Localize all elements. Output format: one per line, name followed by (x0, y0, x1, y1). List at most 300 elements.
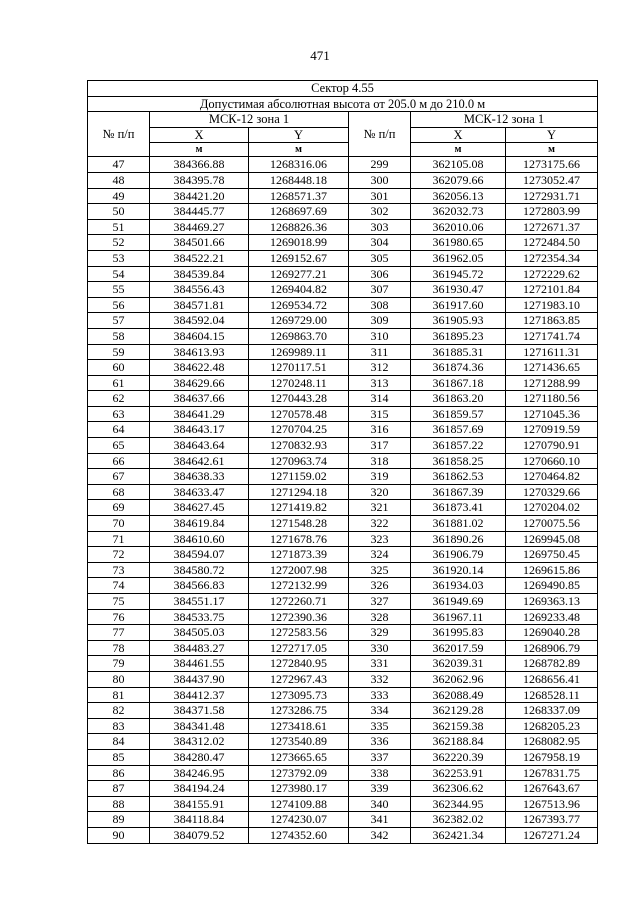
right-x-value: 362253.91 (411, 765, 506, 781)
right-point-number: 331 (349, 656, 411, 672)
sector-title: Сектор 4.55 (88, 81, 598, 97)
right-x-value: 361967.11 (411, 609, 506, 625)
right-point-number: 314 (349, 391, 411, 407)
left-point-number: 56 (88, 297, 150, 313)
right-y-value: 1268782.89 (506, 656, 598, 672)
table-row (88, 578, 598, 594)
left-y-value: 1273418.61 (249, 718, 349, 734)
left-point-number: 71 (88, 531, 150, 547)
right-y-value: 1271045.36 (506, 406, 598, 422)
right-x-value: 362159.38 (411, 718, 506, 734)
right-y-value: 1271180.56 (506, 391, 598, 407)
right-y-value: 1272484.50 (506, 235, 598, 251)
left-point-number: 66 (88, 453, 150, 469)
right-y-value: 1272931.71 (506, 188, 598, 204)
right-x-value: 362079.66 (411, 172, 506, 188)
left-x-value: 384445.77 (150, 204, 249, 220)
left-y-value: 1273540.89 (249, 734, 349, 750)
left-x-value: 384556.43 (150, 282, 249, 298)
table-row (88, 562, 598, 578)
right-y-value: 1269363.13 (506, 594, 598, 610)
table-row (88, 406, 598, 422)
table-row (88, 328, 598, 344)
coordinates-table-body (88, 157, 598, 843)
right-point-number: 315 (349, 406, 411, 422)
left-point-number: 50 (88, 204, 150, 220)
right-y-value: 1273175.66 (506, 157, 598, 173)
coordinates-table (87, 80, 598, 844)
right-y-header: Y (506, 127, 598, 143)
right-x-value: 361962.05 (411, 250, 506, 266)
left-y-value: 1272840.95 (249, 656, 349, 672)
right-y-value: 1267513.96 (506, 796, 598, 812)
left-y-unit: м (249, 143, 349, 157)
table-row (88, 250, 598, 266)
right-point-number: 321 (349, 500, 411, 516)
left-x-value: 384421.20 (150, 188, 249, 204)
table-row (88, 781, 598, 797)
left-x-value: 384622.48 (150, 360, 249, 376)
left-y-value: 1271419.82 (249, 500, 349, 516)
right-y-value: 1268082.95 (506, 734, 598, 750)
left-point-number: 49 (88, 188, 150, 204)
right-x-value: 362032.73 (411, 204, 506, 220)
left-x-value: 384412.37 (150, 687, 249, 703)
right-y-value: 1271983.10 (506, 297, 598, 313)
right-y-value: 1269750.45 (506, 547, 598, 563)
right-x-value: 361905.93 (411, 313, 506, 329)
left-point-number: 67 (88, 469, 150, 485)
left-point-number: 64 (88, 422, 150, 438)
left-point-number: 77 (88, 625, 150, 641)
table-row (88, 453, 598, 469)
left-point-number: 82 (88, 703, 150, 719)
right-x-unit: м (411, 143, 506, 157)
right-y-value: 1269945.08 (506, 531, 598, 547)
right-point-number: 318 (349, 453, 411, 469)
right-x-value: 362062.96 (411, 671, 506, 687)
right-y-value: 1267958.19 (506, 749, 598, 765)
left-y-value: 1268697.69 (249, 204, 349, 220)
left-y-value: 1271294.18 (249, 484, 349, 500)
left-point-number: 59 (88, 344, 150, 360)
right-y-value: 1268656.41 (506, 671, 598, 687)
table-row (88, 734, 598, 750)
right-x-value: 361881.02 (411, 516, 506, 532)
right-y-value: 1272354.34 (506, 250, 598, 266)
right-y-value: 1271611.31 (506, 344, 598, 360)
table-row (88, 422, 598, 438)
right-y-value: 1273052.47 (506, 172, 598, 188)
right-point-number: 320 (349, 484, 411, 500)
right-y-value: 1270329.66 (506, 484, 598, 500)
table-row (88, 172, 598, 188)
left-point-number: 88 (88, 796, 150, 812)
table-row (88, 671, 598, 687)
right-point-number: 330 (349, 640, 411, 656)
left-x-value: 384642.61 (150, 453, 249, 469)
table-row (88, 765, 598, 781)
table-row (88, 360, 598, 376)
right-point-number: 313 (349, 375, 411, 391)
left-point-number: 73 (88, 562, 150, 578)
right-x-header: X (411, 127, 506, 143)
right-x-value: 361980.65 (411, 235, 506, 251)
left-point-number: 89 (88, 812, 150, 828)
right-y-value: 1271863.85 (506, 313, 598, 329)
table-row (88, 188, 598, 204)
left-point-number: 86 (88, 765, 150, 781)
left-y-value: 1269534.72 (249, 297, 349, 313)
left-point-number: 55 (88, 282, 150, 298)
right-x-value: 362421.34 (411, 827, 506, 843)
left-point-number: 87 (88, 781, 150, 797)
right-point-number: 329 (349, 625, 411, 641)
left-x-value: 384592.04 (150, 313, 249, 329)
table-row (88, 703, 598, 719)
right-x-value: 362105.08 (411, 157, 506, 173)
right-point-number: 299 (349, 157, 411, 173)
table-row (88, 157, 598, 173)
left-point-number: 78 (88, 640, 150, 656)
table-row (88, 469, 598, 485)
left-point-number: 61 (88, 375, 150, 391)
right-y-value: 1272229.62 (506, 266, 598, 282)
left-x-value: 384629.66 (150, 375, 249, 391)
table-row (88, 547, 598, 563)
left-x-value: 384522.21 (150, 250, 249, 266)
left-x-unit: м (150, 143, 249, 157)
left-point-number: 57 (88, 313, 150, 329)
right-y-value: 1269615.86 (506, 562, 598, 578)
left-point-number: 54 (88, 266, 150, 282)
left-point-number: 60 (88, 360, 150, 376)
right-x-value: 361890.26 (411, 531, 506, 547)
left-x-value: 384312.02 (150, 734, 249, 750)
left-x-value: 384610.60 (150, 531, 249, 547)
left-y-value: 1270117.51 (249, 360, 349, 376)
left-y-value: 1269989.11 (249, 344, 349, 360)
right-point-number: 328 (349, 609, 411, 625)
right-x-value: 361874.36 (411, 360, 506, 376)
right-y-value: 1271436.65 (506, 360, 598, 376)
left-y-value: 1269729.00 (249, 313, 349, 329)
right-x-value: 362039.31 (411, 656, 506, 672)
table-row (88, 827, 598, 843)
left-point-number: 81 (88, 687, 150, 703)
left-y-value: 1272132.99 (249, 578, 349, 594)
right-x-value: 361857.22 (411, 438, 506, 454)
table-row (88, 749, 598, 765)
left-x-value: 384469.27 (150, 219, 249, 235)
height-range-subtitle: Допустимая абсолютная высота от 205.0 м до 210.0 м (88, 96, 598, 112)
left-y-value: 1271678.76 (249, 531, 349, 547)
right-point-number: 307 (349, 282, 411, 298)
right-point-number: 341 (349, 812, 411, 828)
right-x-value: 361995.83 (411, 625, 506, 641)
right-point-number: 308 (349, 297, 411, 313)
right-x-value: 361858.25 (411, 453, 506, 469)
left-y-value: 1273980.17 (249, 781, 349, 797)
right-x-value: 361945.72 (411, 266, 506, 282)
left-x-header: X (150, 127, 249, 143)
right-point-number: 323 (349, 531, 411, 547)
left-y-value: 1269863.70 (249, 328, 349, 344)
table-row (88, 375, 598, 391)
left-point-number: 80 (88, 671, 150, 687)
left-point-number: 74 (88, 578, 150, 594)
right-point-number: 339 (349, 781, 411, 797)
right-y-value: 1270204.02 (506, 500, 598, 516)
left-y-value: 1270578.48 (249, 406, 349, 422)
right-point-number: 301 (349, 188, 411, 204)
right-y-value: 1269233.48 (506, 609, 598, 625)
left-x-value: 384638.33 (150, 469, 249, 485)
left-crs-header: МСК-12 зона 1 (150, 112, 349, 128)
right-y-value: 1270660.10 (506, 453, 598, 469)
left-y-value: 1273286.75 (249, 703, 349, 719)
right-x-value: 362129.28 (411, 703, 506, 719)
right-y-value: 1272101.84 (506, 282, 598, 298)
left-y-value: 1268571.37 (249, 188, 349, 204)
right-x-value: 361859.57 (411, 406, 506, 422)
table-row (88, 313, 598, 329)
right-y-value: 1267831.75 (506, 765, 598, 781)
right-num-header: № п/п (349, 112, 411, 157)
right-y-value: 1268337.09 (506, 703, 598, 719)
right-point-number: 310 (349, 328, 411, 344)
left-y-value: 1271548.28 (249, 516, 349, 532)
left-x-value: 384627.45 (150, 500, 249, 516)
page-number: 471 (310, 48, 330, 63)
right-x-value: 361885.31 (411, 344, 506, 360)
left-y-value: 1270704.25 (249, 422, 349, 438)
table-row (88, 438, 598, 454)
table-row (88, 609, 598, 625)
right-x-value: 361895.23 (411, 328, 506, 344)
right-point-number: 337 (349, 749, 411, 765)
right-y-value: 1272671.37 (506, 219, 598, 235)
table-row (88, 796, 598, 812)
left-point-number: 62 (88, 391, 150, 407)
left-x-value: 384483.27 (150, 640, 249, 656)
right-point-number: 322 (349, 516, 411, 532)
left-y-value: 1268826.36 (249, 219, 349, 235)
right-x-value: 361906.79 (411, 547, 506, 563)
left-point-number: 65 (88, 438, 150, 454)
right-point-number: 327 (349, 594, 411, 610)
table-row (88, 687, 598, 703)
table-row (88, 266, 598, 282)
right-point-number: 332 (349, 671, 411, 687)
table-row (88, 282, 598, 298)
right-point-number: 306 (349, 266, 411, 282)
left-y-value: 1269018.99 (249, 235, 349, 251)
left-y-value: 1270443.28 (249, 391, 349, 407)
left-y-value: 1274230.07 (249, 812, 349, 828)
right-point-number: 311 (349, 344, 411, 360)
table-row (88, 640, 598, 656)
left-y-value: 1273095.73 (249, 687, 349, 703)
right-y-value: 1268906.79 (506, 640, 598, 656)
table-row (88, 500, 598, 516)
left-point-number: 52 (88, 235, 150, 251)
left-x-value: 384604.15 (150, 328, 249, 344)
table-row (88, 344, 598, 360)
right-point-number: 334 (349, 703, 411, 719)
left-y-value: 1270248.11 (249, 375, 349, 391)
left-y-header: Y (249, 127, 349, 143)
right-x-value: 362306.62 (411, 781, 506, 797)
left-y-value: 1269277.21 (249, 266, 349, 282)
left-y-value: 1273665.65 (249, 749, 349, 765)
right-y-unit: м (506, 143, 598, 157)
left-y-value: 1269404.82 (249, 282, 349, 298)
left-point-number: 58 (88, 328, 150, 344)
right-x-value: 361867.39 (411, 484, 506, 500)
left-x-value: 384643.64 (150, 438, 249, 454)
right-y-value: 1269490.85 (506, 578, 598, 594)
right-x-value: 361857.69 (411, 422, 506, 438)
right-x-value: 361867.18 (411, 375, 506, 391)
left-y-value: 1274109.88 (249, 796, 349, 812)
left-x-value: 384571.81 (150, 297, 249, 313)
left-x-value: 384371.58 (150, 703, 249, 719)
table-row (88, 204, 598, 220)
left-x-value: 384637.66 (150, 391, 249, 407)
table-row (88, 718, 598, 734)
right-x-value: 361920.14 (411, 562, 506, 578)
right-point-number: 319 (349, 469, 411, 485)
right-point-number: 325 (349, 562, 411, 578)
right-point-number: 326 (349, 578, 411, 594)
right-x-value: 361917.60 (411, 297, 506, 313)
right-x-value: 362220.39 (411, 749, 506, 765)
left-x-value: 384395.78 (150, 172, 249, 188)
left-point-number: 68 (88, 484, 150, 500)
left-y-value: 1272717.05 (249, 640, 349, 656)
right-y-value: 1267271.24 (506, 827, 598, 843)
left-y-value: 1273792.09 (249, 765, 349, 781)
left-point-number: 76 (88, 609, 150, 625)
right-point-number: 324 (349, 547, 411, 563)
right-point-number: 338 (349, 765, 411, 781)
table-row (88, 516, 598, 532)
right-x-value: 361930.47 (411, 282, 506, 298)
left-x-value: 384155.91 (150, 796, 249, 812)
right-x-value: 361862.53 (411, 469, 506, 485)
right-point-number: 342 (349, 827, 411, 843)
left-point-number: 51 (88, 219, 150, 235)
left-x-value: 384079.52 (150, 827, 249, 843)
right-x-value: 362344.95 (411, 796, 506, 812)
right-point-number: 312 (349, 360, 411, 376)
right-point-number: 317 (349, 438, 411, 454)
right-point-number: 336 (349, 734, 411, 750)
right-point-number: 304 (349, 235, 411, 251)
left-y-value: 1270832.93 (249, 438, 349, 454)
right-x-value: 362017.59 (411, 640, 506, 656)
left-y-value: 1272967.43 (249, 671, 349, 687)
left-y-value: 1269152.67 (249, 250, 349, 266)
left-y-value: 1268448.18 (249, 172, 349, 188)
left-y-value: 1270963.74 (249, 453, 349, 469)
left-point-number: 53 (88, 250, 150, 266)
left-x-value: 384539.84 (150, 266, 249, 282)
right-y-value: 1268205.23 (506, 718, 598, 734)
left-y-value: 1268316.06 (249, 157, 349, 173)
right-y-value: 1270919.59 (506, 422, 598, 438)
left-x-value: 384341.48 (150, 718, 249, 734)
left-point-number: 83 (88, 718, 150, 734)
left-x-value: 384194.24 (150, 781, 249, 797)
right-x-value: 361949.69 (411, 594, 506, 610)
right-y-value: 1270075.56 (506, 516, 598, 532)
left-x-value: 384366.88 (150, 157, 249, 173)
right-point-number: 300 (349, 172, 411, 188)
right-point-number: 340 (349, 796, 411, 812)
left-x-value: 384643.17 (150, 422, 249, 438)
left-y-value: 1271873.39 (249, 547, 349, 563)
right-point-number: 309 (349, 313, 411, 329)
right-y-value: 1267643.67 (506, 781, 598, 797)
left-point-number: 63 (88, 406, 150, 422)
right-y-value: 1271288.99 (506, 375, 598, 391)
right-x-value: 361934.03 (411, 578, 506, 594)
table-row (88, 656, 598, 672)
left-x-value: 384505.03 (150, 625, 249, 641)
left-x-value: 384619.84 (150, 516, 249, 532)
left-y-value: 1274352.60 (249, 827, 349, 843)
right-y-value: 1271741.74 (506, 328, 598, 344)
left-point-number: 84 (88, 734, 150, 750)
left-y-value: 1271159.02 (249, 469, 349, 485)
left-x-value: 384533.75 (150, 609, 249, 625)
left-point-number: 48 (88, 172, 150, 188)
right-y-value: 1269040.28 (506, 625, 598, 641)
right-point-number: 333 (349, 687, 411, 703)
table-row (88, 812, 598, 828)
table-row (88, 391, 598, 407)
right-x-value: 361873.41 (411, 500, 506, 516)
left-x-value: 384246.95 (150, 765, 249, 781)
table-row (88, 219, 598, 235)
right-crs-header: МСК-12 зона 1 (411, 112, 598, 128)
right-point-number: 316 (349, 422, 411, 438)
left-x-value: 384551.17 (150, 594, 249, 610)
right-x-value: 362010.06 (411, 219, 506, 235)
left-x-value: 384566.83 (150, 578, 249, 594)
left-x-value: 384613.93 (150, 344, 249, 360)
left-point-number: 79 (88, 656, 150, 672)
left-x-value: 384437.90 (150, 671, 249, 687)
table-row (88, 531, 598, 547)
table-row (88, 235, 598, 251)
right-y-value: 1272803.99 (506, 204, 598, 220)
right-y-value: 1267393.77 (506, 812, 598, 828)
left-y-value: 1272007.98 (249, 562, 349, 578)
table-row (88, 484, 598, 500)
right-x-value: 362056.13 (411, 188, 506, 204)
left-x-value: 384641.29 (150, 406, 249, 422)
right-x-value: 362188.84 (411, 734, 506, 750)
right-x-value: 362088.49 (411, 687, 506, 703)
right-point-number: 335 (349, 718, 411, 734)
left-x-value: 384461.55 (150, 656, 249, 672)
right-y-value: 1270464.82 (506, 469, 598, 485)
right-x-value: 361863.20 (411, 391, 506, 407)
left-y-value: 1272260.71 (249, 594, 349, 610)
